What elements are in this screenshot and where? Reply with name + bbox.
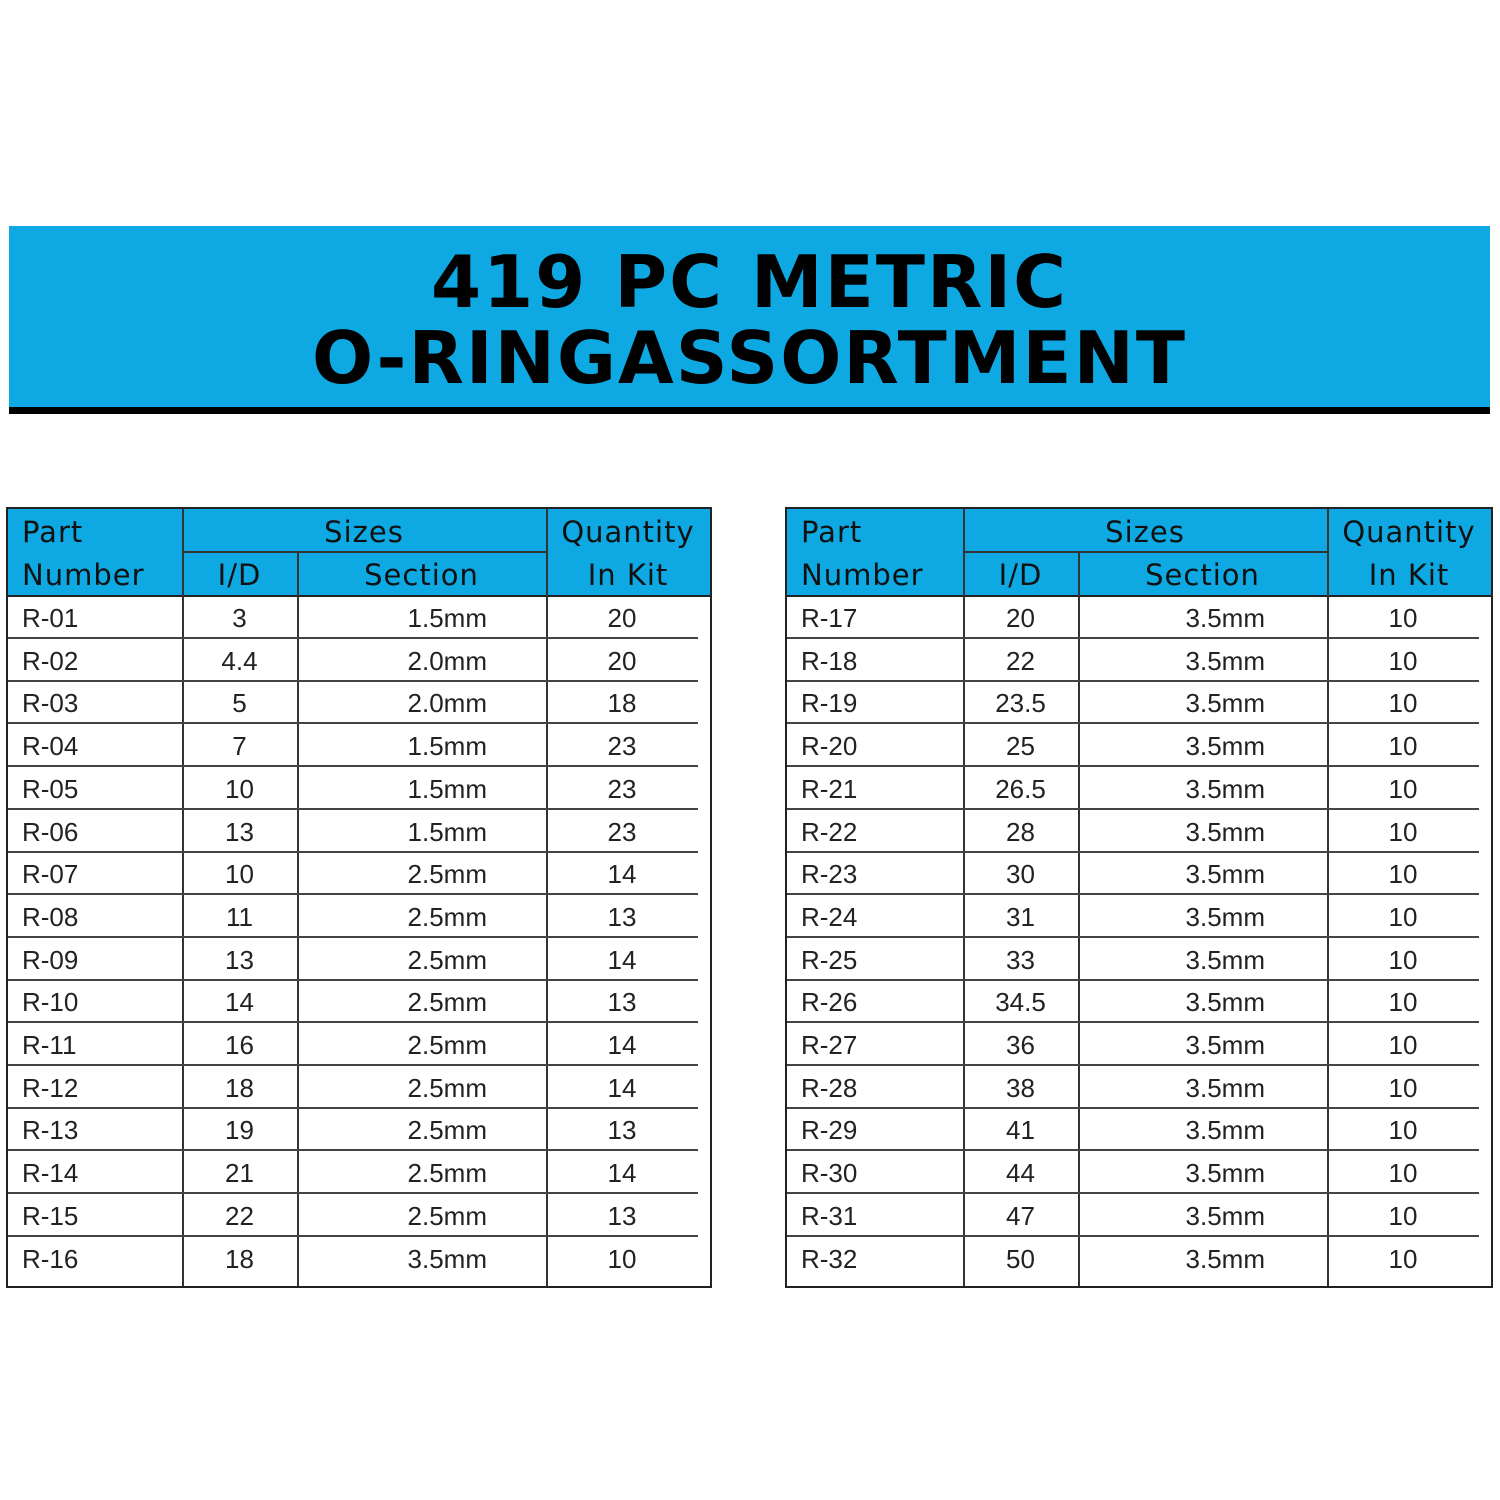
part-number-cell: R-25 bbox=[801, 944, 858, 975]
section-cell: 2.5mm bbox=[407, 1115, 487, 1146]
quantity-cell: 20 bbox=[607, 645, 637, 676]
inner-diameter-cell: 31 bbox=[1006, 901, 1035, 932]
part-number-cell: R-05 bbox=[22, 773, 79, 804]
quantity-cell: 14 bbox=[607, 1072, 637, 1103]
table-row bbox=[787, 896, 1491, 938]
table-row bbox=[787, 1238, 1491, 1280]
table-row bbox=[787, 811, 1491, 853]
section-cell: 2.5mm bbox=[407, 987, 487, 1018]
quantity-cell: 10 bbox=[1388, 1030, 1418, 1060]
part-number-cell: R-29 bbox=[801, 1115, 858, 1146]
section-cell: 3.5mm bbox=[1185, 1243, 1265, 1274]
section-cell: 3.5mm bbox=[1185, 1158, 1265, 1189]
part-number-cell: R-13 bbox=[22, 1115, 79, 1146]
header-number-label: Number bbox=[801, 558, 924, 592]
table-row bbox=[8, 682, 710, 724]
row-rule bbox=[787, 680, 1479, 682]
inner-diameter-cell: 38 bbox=[1006, 1072, 1035, 1103]
section-cell: 2.0mm bbox=[407, 688, 487, 719]
inner-diameter-cell: 22 bbox=[225, 1200, 254, 1231]
quantity-cell: 10 bbox=[1388, 987, 1418, 1018]
section-cell: 3.5mm bbox=[1185, 859, 1265, 890]
quantity-cell: 10 bbox=[1388, 944, 1418, 975]
quantity-cell: 13 bbox=[607, 1200, 637, 1231]
section-cell: 2.0mm bbox=[407, 645, 487, 676]
header-number-label: Number bbox=[22, 558, 145, 592]
part-number-cell: R-06 bbox=[22, 816, 79, 847]
section-cell: 2.5mm bbox=[407, 1200, 487, 1231]
section-cell: 3.5mm bbox=[407, 1243, 487, 1274]
quantity-cell: 10 bbox=[1388, 1158, 1418, 1189]
section-cell: 3.5mm bbox=[1185, 816, 1265, 847]
row-rule bbox=[8, 637, 698, 639]
table-row bbox=[787, 1024, 1491, 1066]
section-cell: 2.5mm bbox=[407, 901, 487, 932]
part-number-cell: R-30 bbox=[801, 1158, 858, 1189]
part-number-cell: R-04 bbox=[22, 731, 79, 762]
quantity-cell: 10 bbox=[1388, 731, 1418, 762]
inner-diameter-cell: 25 bbox=[1006, 731, 1035, 762]
header-section-label: Section bbox=[1145, 558, 1260, 592]
table-row bbox=[8, 1238, 710, 1280]
part-number-cell: R-24 bbox=[801, 901, 858, 932]
inner-diameter-cell: 7 bbox=[232, 731, 247, 762]
row-rule bbox=[787, 851, 1479, 853]
row-rule bbox=[8, 1107, 698, 1109]
inner-diameter-cell: 21 bbox=[225, 1158, 254, 1189]
table-row bbox=[787, 1195, 1491, 1237]
section-cell: 3.5mm bbox=[1185, 1115, 1265, 1146]
section-cell: 2.5mm bbox=[407, 1158, 487, 1189]
inner-diameter-cell: 44 bbox=[1006, 1158, 1035, 1189]
inner-diameter-cell: 5 bbox=[232, 688, 247, 719]
row-rule bbox=[787, 1064, 1479, 1066]
header-quantity-label: Quantity bbox=[561, 515, 695, 549]
table-row bbox=[8, 597, 710, 639]
section-cell: 3.5mm bbox=[1185, 987, 1265, 1018]
table-row bbox=[8, 640, 710, 682]
row-rule bbox=[787, 936, 1479, 938]
table-row bbox=[787, 853, 1491, 895]
part-number-cell: R-02 bbox=[22, 645, 79, 676]
section-cell: 1.5mm bbox=[407, 773, 487, 804]
header-in-kit-label: In Kit bbox=[1368, 558, 1450, 592]
row-rule bbox=[8, 893, 698, 895]
inner-diameter-cell: 41 bbox=[1006, 1115, 1035, 1146]
quantity-cell: 23 bbox=[607, 773, 637, 804]
quantity-cell: 10 bbox=[1388, 603, 1418, 633]
quantity-cell: 14 bbox=[607, 1158, 637, 1189]
part-number-cell: R-08 bbox=[22, 901, 79, 932]
row-rule bbox=[8, 722, 698, 724]
section-cell: 3.5mm bbox=[1185, 1030, 1265, 1060]
quantity-cell: 18 bbox=[607, 688, 637, 719]
header-part-label: Part bbox=[22, 515, 84, 549]
part-number-cell: R-18 bbox=[801, 645, 858, 676]
section-cell: 3.5mm bbox=[1185, 688, 1265, 719]
part-number-cell: R-21 bbox=[801, 773, 858, 804]
section-cell: 2.5mm bbox=[407, 1030, 487, 1060]
sizes-divider bbox=[963, 551, 1327, 553]
part-number-cell: R-09 bbox=[22, 944, 79, 975]
section-cell: 1.5mm bbox=[407, 603, 487, 633]
inner-diameter-cell: 4.4 bbox=[221, 645, 258, 676]
sizes-divider bbox=[182, 551, 546, 553]
row-rule bbox=[787, 1021, 1479, 1023]
part-number-cell: R-32 bbox=[801, 1243, 858, 1274]
part-number-cell: R-27 bbox=[801, 1030, 858, 1060]
header-sizes-label: Sizes bbox=[1105, 515, 1185, 549]
table-row bbox=[8, 981, 710, 1023]
oring-table-left bbox=[6, 507, 712, 1288]
row-rule bbox=[787, 893, 1479, 895]
part-number-cell: R-12 bbox=[22, 1072, 79, 1103]
section-cell: 3.5mm bbox=[1185, 645, 1265, 676]
inner-diameter-cell: 28 bbox=[1006, 816, 1035, 847]
table-row bbox=[787, 725, 1491, 767]
row-rule bbox=[8, 1192, 698, 1194]
table-row bbox=[8, 1195, 710, 1237]
inner-diameter-cell: 23.5 bbox=[995, 688, 1046, 719]
row-rule bbox=[787, 1235, 1479, 1237]
inner-diameter-cell: 10 bbox=[225, 773, 254, 804]
table-row bbox=[787, 768, 1491, 810]
table-row bbox=[8, 811, 710, 853]
inner-diameter-cell: 30 bbox=[1006, 859, 1035, 890]
part-number-cell: R-28 bbox=[801, 1072, 858, 1103]
part-number-cell: R-31 bbox=[801, 1200, 858, 1231]
row-rule bbox=[787, 765, 1479, 767]
header-part-label: Part bbox=[801, 515, 863, 549]
header-quantity-label: Quantity bbox=[1342, 515, 1476, 549]
part-number-cell: R-17 bbox=[801, 603, 858, 633]
quantity-cell: 23 bbox=[607, 816, 637, 847]
table-row bbox=[8, 1152, 710, 1194]
quantity-cell: 20 bbox=[607, 603, 637, 633]
quantity-cell: 10 bbox=[1388, 1072, 1418, 1103]
table-row bbox=[787, 939, 1491, 981]
inner-diameter-cell: 20 bbox=[1006, 603, 1035, 633]
part-number-cell: R-22 bbox=[801, 816, 858, 847]
section-cell: 2.5mm bbox=[407, 1072, 487, 1103]
table-row bbox=[8, 1024, 710, 1066]
quantity-cell: 10 bbox=[1388, 773, 1418, 804]
quantity-cell: 14 bbox=[607, 859, 637, 890]
table-row bbox=[787, 682, 1491, 724]
table-row bbox=[8, 939, 710, 981]
section-cell: 2.5mm bbox=[407, 859, 487, 890]
quantity-cell: 10 bbox=[1388, 1243, 1418, 1274]
inner-diameter-cell: 22 bbox=[1006, 645, 1035, 676]
row-rule bbox=[8, 1021, 698, 1023]
part-number-cell: R-16 bbox=[22, 1243, 79, 1274]
section-cell: 3.5mm bbox=[1185, 944, 1265, 975]
section-cell: 1.5mm bbox=[407, 731, 487, 762]
quantity-cell: 10 bbox=[1388, 688, 1418, 719]
table-header bbox=[8, 509, 710, 597]
part-number-cell: R-03 bbox=[22, 688, 79, 719]
header-id-label: I/D bbox=[217, 558, 262, 592]
inner-diameter-cell: 50 bbox=[1006, 1243, 1035, 1274]
inner-diameter-cell: 47 bbox=[1006, 1200, 1035, 1231]
row-rule bbox=[787, 979, 1479, 981]
table-row bbox=[787, 640, 1491, 682]
table-row bbox=[787, 1067, 1491, 1109]
inner-diameter-cell: 11 bbox=[226, 901, 253, 932]
section-cell: 3.5mm bbox=[1185, 1200, 1265, 1231]
table-row bbox=[8, 725, 710, 767]
inner-diameter-cell: 34.5 bbox=[995, 987, 1046, 1018]
table-header bbox=[787, 509, 1491, 597]
title-banner bbox=[9, 226, 1490, 414]
part-number-cell: R-01 bbox=[22, 603, 79, 633]
quantity-cell: 10 bbox=[1388, 645, 1418, 676]
inner-diameter-cell: 16 bbox=[225, 1030, 254, 1060]
row-rule bbox=[787, 1107, 1479, 1109]
part-number-cell: R-07 bbox=[22, 859, 79, 890]
quantity-cell: 10 bbox=[1388, 901, 1418, 932]
section-cell: 2.5mm bbox=[407, 944, 487, 975]
quantity-cell: 10 bbox=[1388, 816, 1418, 847]
title-line-1: 419 PC METRIC bbox=[430, 240, 1069, 324]
header-id-label: I/D bbox=[998, 558, 1043, 592]
row-rule bbox=[787, 722, 1479, 724]
part-number-cell: R-26 bbox=[801, 987, 858, 1018]
inner-diameter-cell: 19 bbox=[225, 1115, 254, 1146]
inner-diameter-cell: 36 bbox=[1006, 1030, 1035, 1060]
table-row bbox=[787, 597, 1491, 639]
inner-diameter-cell: 18 bbox=[225, 1072, 254, 1103]
quantity-cell: 13 bbox=[607, 987, 637, 1018]
part-number-cell: R-14 bbox=[22, 1158, 79, 1189]
table-row bbox=[787, 1109, 1491, 1151]
section-cell: 3.5mm bbox=[1185, 773, 1265, 804]
inner-diameter-cell: 26.5 bbox=[995, 773, 1046, 804]
header-section-label: Section bbox=[364, 558, 479, 592]
row-rule bbox=[8, 936, 698, 938]
row-rule bbox=[787, 1192, 1479, 1194]
row-rule bbox=[8, 1235, 698, 1237]
inner-diameter-cell: 13 bbox=[225, 816, 254, 847]
section-cell: 3.5mm bbox=[1185, 731, 1265, 762]
part-number-cell: R-19 bbox=[801, 688, 858, 719]
inner-diameter-cell: 10 bbox=[225, 859, 254, 890]
title-line-2: O-RINGASSORTMENT bbox=[312, 316, 1187, 400]
row-rule bbox=[8, 808, 698, 810]
row-rule bbox=[8, 765, 698, 767]
section-cell: 3.5mm bbox=[1185, 603, 1265, 633]
quantity-cell: 10 bbox=[1388, 1115, 1418, 1146]
row-rule bbox=[8, 979, 698, 981]
row-rule bbox=[8, 1149, 698, 1151]
part-number-cell: R-20 bbox=[801, 731, 858, 762]
part-number-cell: R-23 bbox=[801, 859, 858, 890]
section-cell: 3.5mm bbox=[1185, 1072, 1265, 1103]
row-rule bbox=[787, 1149, 1479, 1151]
row-rule bbox=[8, 680, 698, 682]
quantity-cell: 10 bbox=[607, 1243, 637, 1274]
quantity-cell: 13 bbox=[607, 1115, 637, 1146]
table-row bbox=[8, 1109, 710, 1151]
quantity-cell: 23 bbox=[607, 731, 637, 762]
row-rule bbox=[787, 637, 1479, 639]
table-row bbox=[787, 981, 1491, 1023]
table-row bbox=[8, 768, 710, 810]
table-row bbox=[8, 1067, 710, 1109]
row-rule bbox=[8, 1064, 698, 1066]
row-rule bbox=[787, 808, 1479, 810]
quantity-cell: 13 bbox=[607, 901, 637, 932]
inner-diameter-cell: 18 bbox=[225, 1243, 254, 1274]
quantity-cell: 10 bbox=[1388, 1200, 1418, 1231]
quantity-cell: 14 bbox=[607, 1030, 637, 1060]
section-cell: 1.5mm bbox=[407, 816, 487, 847]
table-row bbox=[787, 1152, 1491, 1194]
inner-diameter-cell: 3 bbox=[232, 603, 247, 633]
inner-diameter-cell: 14 bbox=[225, 987, 254, 1018]
header-in-kit-label: In Kit bbox=[587, 558, 669, 592]
inner-diameter-cell: 33 bbox=[1006, 944, 1035, 975]
quantity-cell: 14 bbox=[607, 944, 637, 975]
table-row bbox=[8, 896, 710, 938]
part-number-cell: R-11 bbox=[22, 1030, 77, 1060]
oring-table-right bbox=[785, 507, 1493, 1288]
section-cell: 3.5mm bbox=[1185, 901, 1265, 932]
row-rule bbox=[8, 851, 698, 853]
table-row bbox=[8, 853, 710, 895]
header-sizes-label: Sizes bbox=[324, 515, 404, 549]
inner-diameter-cell: 13 bbox=[225, 944, 254, 975]
quantity-cell: 10 bbox=[1388, 859, 1418, 890]
part-number-cell: R-15 bbox=[22, 1200, 79, 1231]
part-number-cell: R-10 bbox=[22, 987, 79, 1018]
